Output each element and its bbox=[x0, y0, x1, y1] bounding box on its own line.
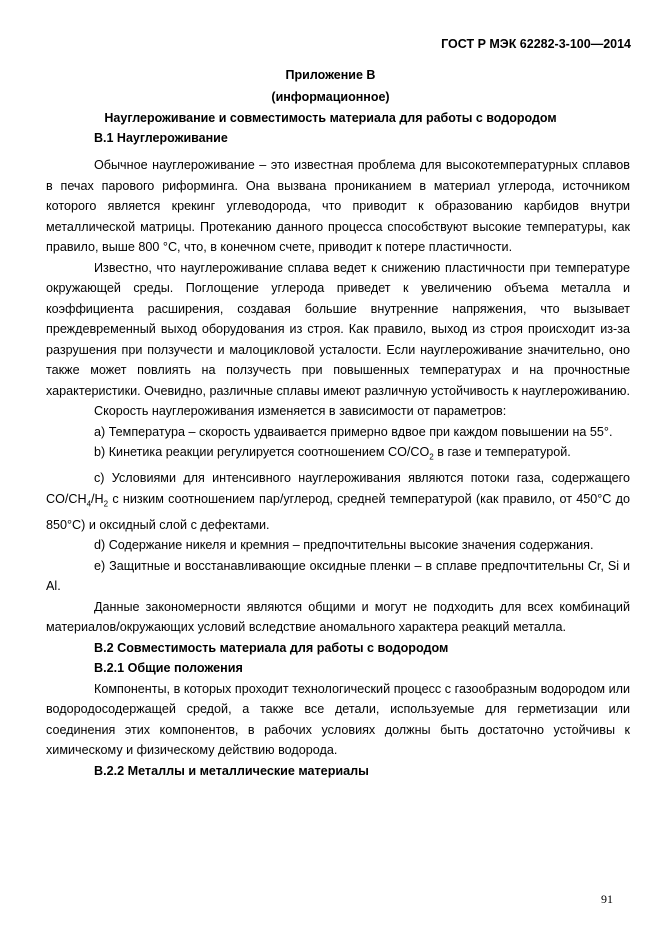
annex-subject: Науглероживание и совместимость материала для работы с водородом bbox=[104, 111, 557, 125]
paragraph: Данные закономерности являются общими и могут не подходить для всех комбинаций материалов/окружающих условий вследствие аномального характера реакций металла. bbox=[46, 599, 630, 635]
paragraph: Известно, что науглероживание сплава ведет к снижению пластичности при температуре окружающей среды. Поглощение углерода приведет к увеличению объема металла и коэффициента расширения, создавая большие внутренние напряжения, что вызывает преждевременный выход оборудования из строя. Как правило, выход из строя происходит из-за разрушения при ползучести и малоцикловой усталости. Если науглероживание значительно, оно также может повлиять на ползучесть при повышенных температурах и на прочностные характеристики. Очевидно, различные сплавы имеют различную устойчивость к науглероживанию. bbox=[46, 260, 630, 398]
section-b1-heading: В.1 Науглероживание bbox=[94, 131, 228, 145]
section-b22-heading: В.2.2 Металлы и металлические материалы bbox=[94, 763, 369, 778]
list-item-d: d) Содержание никеля и кремния – предпочтительны высокие значения содержания. bbox=[94, 538, 594, 553]
annex-title: Приложение В bbox=[285, 68, 376, 82]
section-b21-heading: В.2.1 Общие положения bbox=[94, 661, 243, 676]
standard-designation: ГОСТ Р МЭК 62282-3-100—2014 bbox=[441, 37, 631, 51]
paragraph: Обычное науглероживание – это известная проблема для высокотемпературных сплавов в печах парового риформинга. Она вызвана прониканием в материал углерода, источником которого является крекинг углеводорода, что приводит к образованию карбидов внутри металлической матрицы. Протеканию данного процесса способствуют высокие температуры, как правило, выше 800 °C, что, в конечном счете, приводит к потере пластичности. bbox=[46, 158, 630, 254]
list-item-c: c) Условиями для интенсивного науглероживания являются потоки газа, содержащего $CO/CH_4/H_2$ с низким соотношением пар/углерод, средней температурой (как правило, от 450°C до 850°C) и оксидный слой с дефектами. bbox=[46, 471, 630, 532]
paragraph: Скорость науглероживания изменяется в зависимости от параметров: bbox=[94, 404, 507, 418]
list-item-e: e) Защитные и восстанавливающие оксидные пленки – в сплаве предпочтительны Cr, Si и Al. bbox=[46, 558, 630, 594]
list-item-a: a) Температура – скорость удваивается примерно вдвое при каждом повышении на 55°. bbox=[94, 424, 613, 439]
annex-status: (информационное) bbox=[271, 90, 390, 104]
body-text bbox=[46, 155, 630, 781]
list-item-b: b) Кинетика реакции регулируется соотношением $CO/CO_2$ в газе и температурой. bbox=[94, 445, 571, 462]
section-b2-heading: В.2 Совместимость материала для работы с водородом bbox=[94, 640, 449, 655]
page-number: 91 bbox=[601, 892, 613, 906]
paragraph: Компоненты, в которых проходит технологический процесс с газообразным водородом или водородосодержащей средой, а также все детали, используемые для герметизации или соединения этих компонентов, в рабочих условиях должны быть достаточно устойчивы к химическому и физическому действию водорода. bbox=[46, 681, 630, 758]
